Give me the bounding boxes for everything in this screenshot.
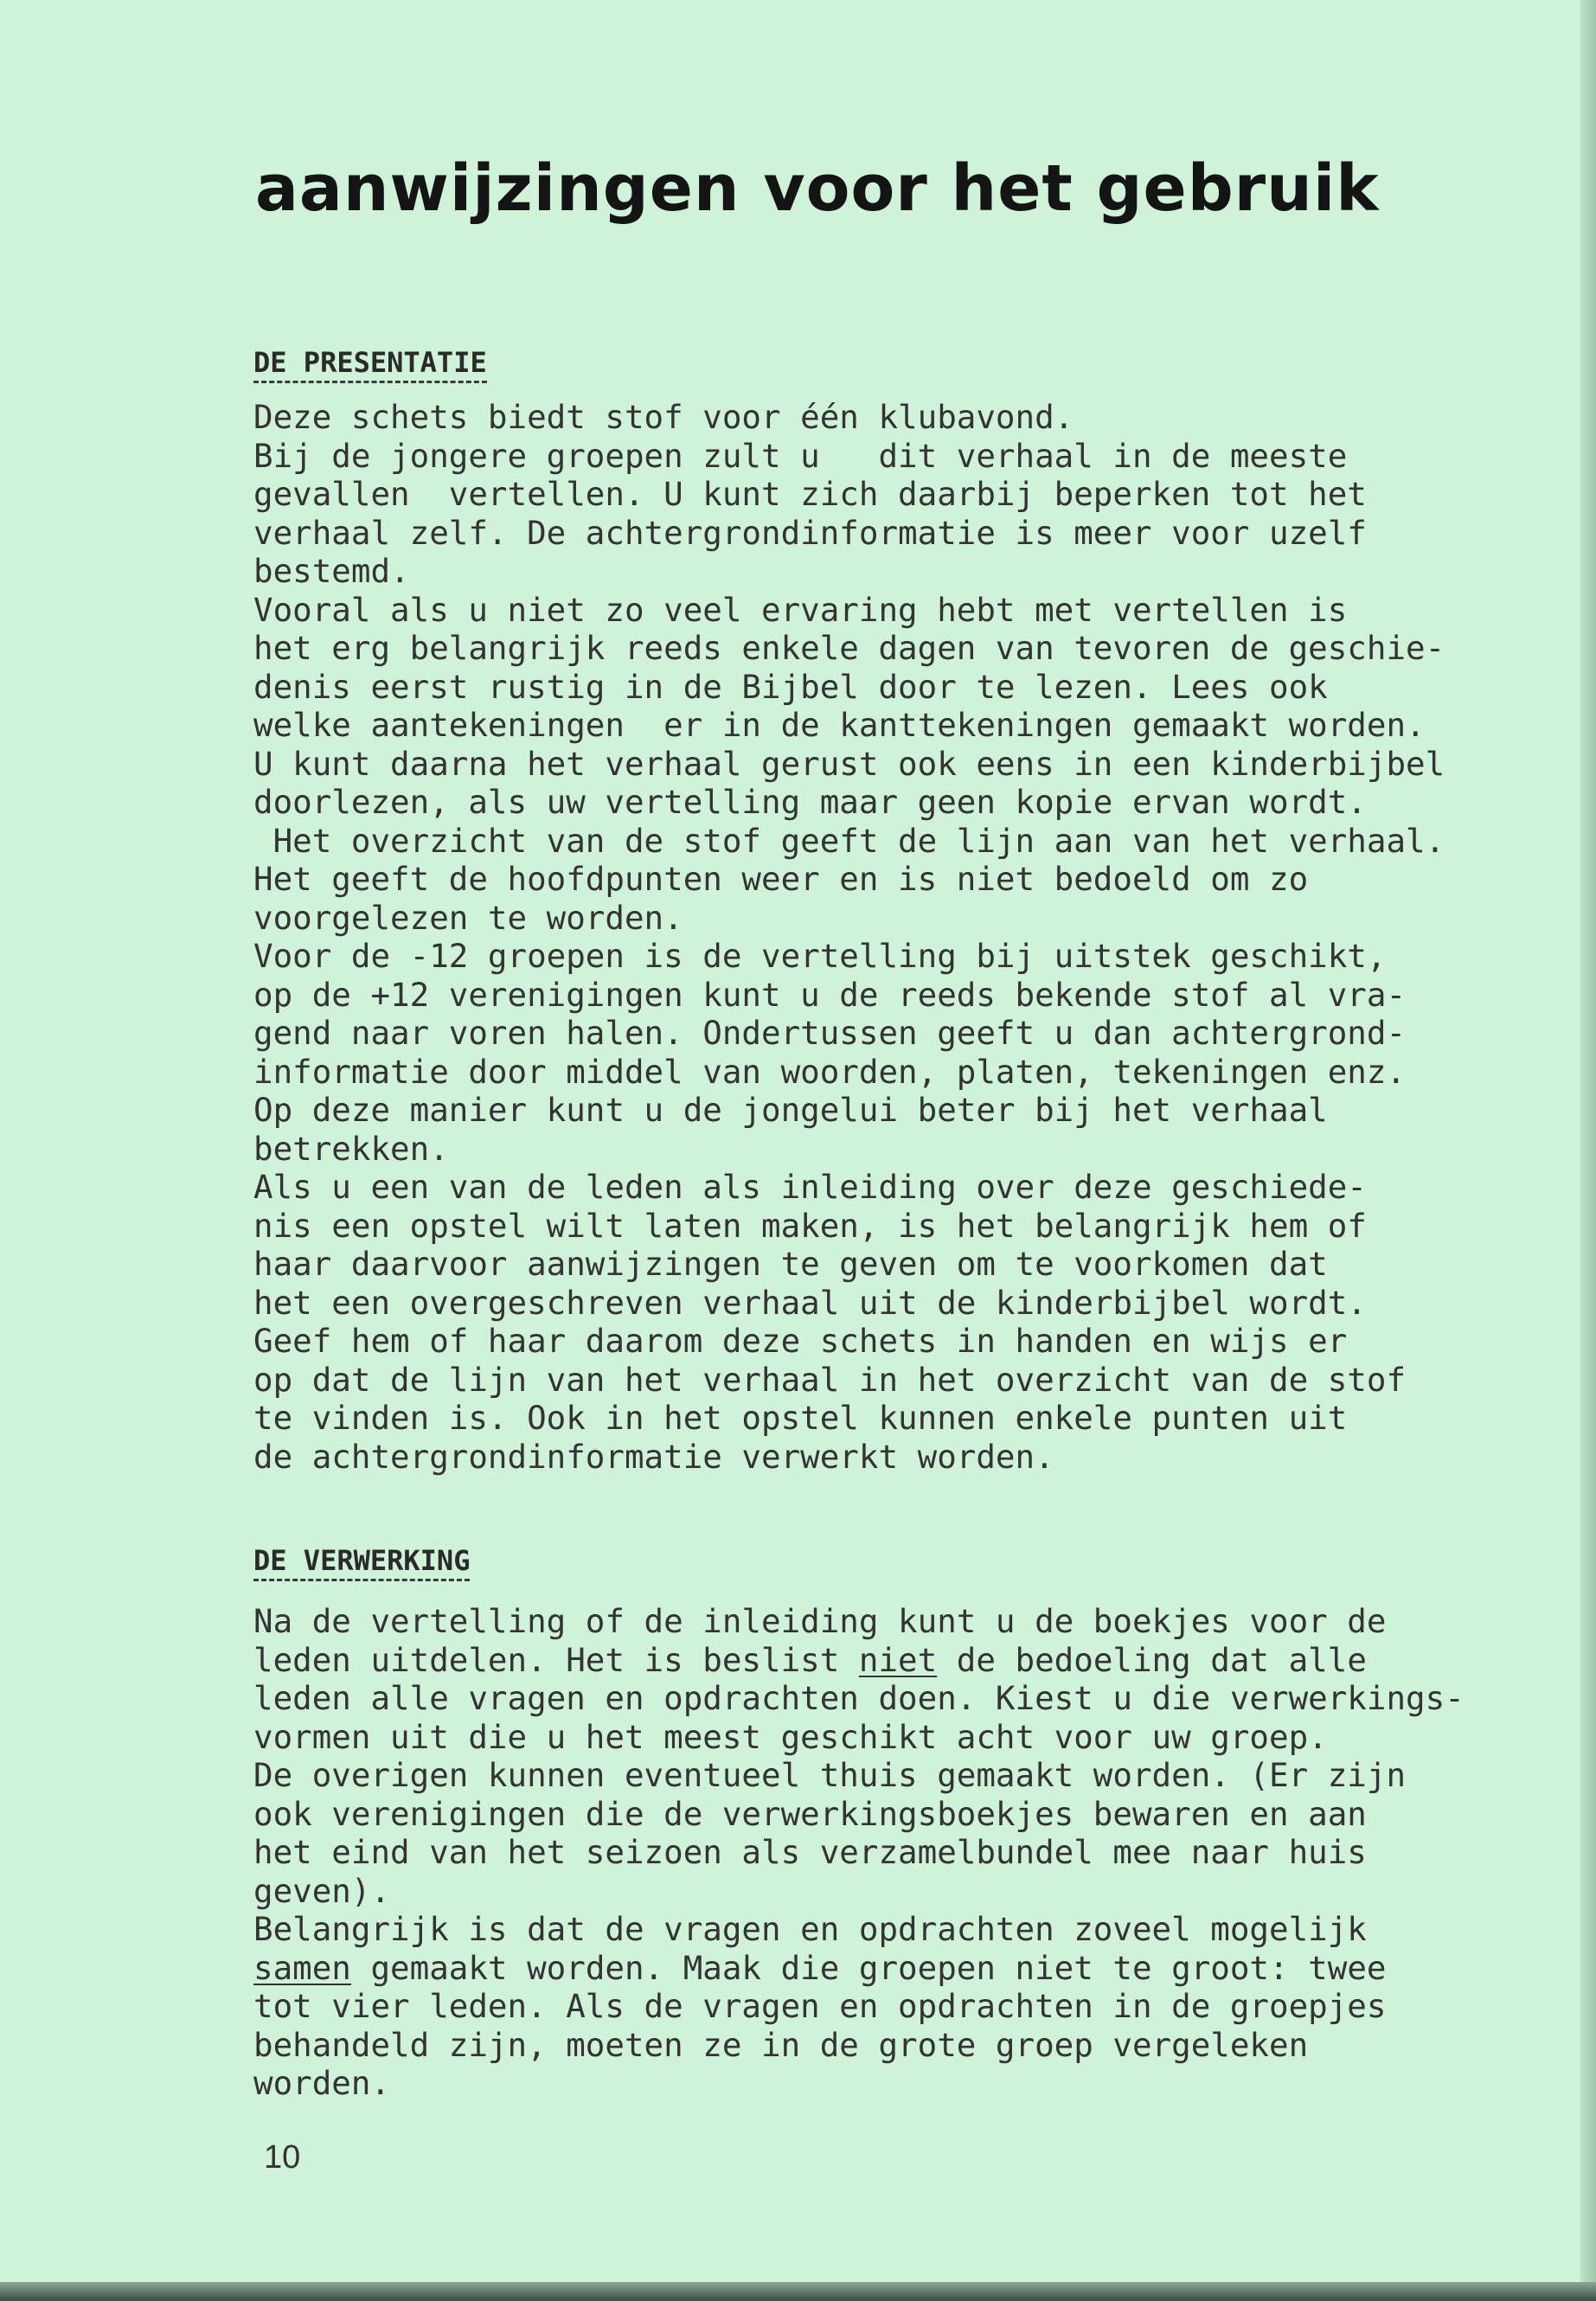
section-body-presentatie [253, 398, 1508, 1476]
text-line: Na de vertelling of de inleiding kunt u de boekjes voor de [253, 1602, 1387, 1640]
text-line: verhaal zelf. De achtergrondinformatie is meer voor uzelf [253, 513, 1367, 552]
text-line: te vinden is. Ook in het opstel kunnen enkele punten uit [253, 1399, 1348, 1437]
text-line: geven). [253, 1871, 391, 1910]
text-line: nis een opstel wilt laten maken, is het belangrijk hem of [253, 1206, 1367, 1245]
text-segment: gemaakt worden. Maak die groepen niet te groot: twee [350, 1948, 1387, 1987]
text-line: Het geeft de hoofdpunten weer en is niet bedoeld om zo [253, 860, 1309, 898]
text-line: tot vier leden. Als de vragen en opdrachten in de groepjes [253, 1987, 1387, 2025]
text-line: op dat de lijn van het verhaal in het overzicht van de stof [253, 1360, 1407, 1399]
page-number: 10 [264, 2139, 301, 2176]
page-edge-shadow [1580, 0, 1596, 2301]
text-line [253, 1949, 1508, 1988]
text-line: U kunt daarna het verhaal gerust ook eens in een kinderbijbel [253, 744, 1445, 783]
text-segment: leden uitdelen. Het is beslist [253, 1640, 859, 1679]
text-line: welke aantekeningen er in de kanttekeningen gemaakt worden. [253, 706, 1426, 744]
text-line: betrekken. [253, 1129, 449, 1168]
underlined-word: samen [253, 1948, 351, 1987]
text-line [253, 1641, 1508, 1680]
text-line: ook verenigingen die de verwerkingsboekjes bewaren en aan [253, 1794, 1367, 1833]
text-line: Op deze manier kunt u de jongelui beter bij het verhaal [253, 1091, 1328, 1129]
text-line: gevallen vertellen. U kunt zich daarbij beperken tot het [253, 475, 1367, 513]
text-line: denis eerst rustig in de Bijbel door te lezen. Lees ook [253, 667, 1328, 706]
text-line: op de +12 verenigingen kunt u de reeds bekende stof al vra- [253, 975, 1407, 1014]
text-line: Belangrijk is dat de vragen en opdrachten zoveel mogelijk [253, 1910, 1367, 1948]
text-line: behandeld zijn, moeten ze in de grote groep vergeleken [253, 2025, 1309, 2064]
text-line: voorgelezen te worden. [253, 898, 683, 937]
text-line: Bij de jongere groepen zult u dit verhaal in de meeste [253, 436, 1348, 475]
section-body-verwerking [253, 1602, 1508, 2103]
text-line: de achtergrondinformatie verwerkt worden. [253, 1437, 1054, 1476]
text-line: informatie door middel van woorden, platen, tekeningen enz. [253, 1052, 1407, 1091]
text-line: gend naar voren halen. Ondertussen geeft u dan achtergrond- [253, 1014, 1407, 1052]
underlined-word: niet [858, 1640, 938, 1679]
text-line: het eind van het seizoen als verzamelbundel mee naar huis [253, 1833, 1367, 1871]
text-line: Vooral als u niet zo veel ervaring hebt met vertellen is [253, 590, 1348, 629]
text-line: haar daarvoor aanwijzingen te geven om te voorkomen dat [253, 1245, 1328, 1283]
page-bottom-edge [0, 2282, 1596, 2301]
text-line: worden. [253, 2064, 391, 2102]
text-line: Voor de -12 groepen is de vertelling bij uitstek geschikt, [253, 937, 1387, 975]
text-line: Het overzicht van de stof geeft de lijn aan van het verhaal. [253, 821, 1445, 860]
text-line: Geef hem of haar daarom deze schets in handen en wijs er [253, 1322, 1348, 1360]
text-line: De overigen kunnen eventueel thuis gemaakt worden. (Er zijn [253, 1756, 1407, 1794]
text-line: het erg belangrijk reeds enkele dagen van tevoren de geschie- [253, 629, 1445, 667]
text-line: bestemd. [253, 552, 410, 590]
text-line: doorlezen, als uw vertelling maar geen kopie ervan wordt. [253, 783, 1367, 821]
text-line: vormen uit die u het meest geschikt acht voor uw groep. [253, 1717, 1328, 1756]
text-line: Als u een van de leden als inleiding over deze geschiede- [253, 1168, 1367, 1206]
section-heading-presentatie: DE PRESENTATIE [253, 346, 487, 383]
text-line: Deze schets biedt stof voor één klubavond. [253, 398, 1074, 436]
text-line: leden alle vragen en opdrachten doen. Kiest u die verwerkings- [253, 1679, 1465, 1717]
text-segment: de bedoeling dat alle [937, 1640, 1367, 1679]
section-heading-verwerking: DE VERWERKING [253, 1544, 470, 1581]
page-title: aanwijzingen voor het gebruik [255, 151, 1380, 226]
text-line: het een overgeschreven verhaal uit de kinderbijbel wordt. [253, 1283, 1367, 1322]
